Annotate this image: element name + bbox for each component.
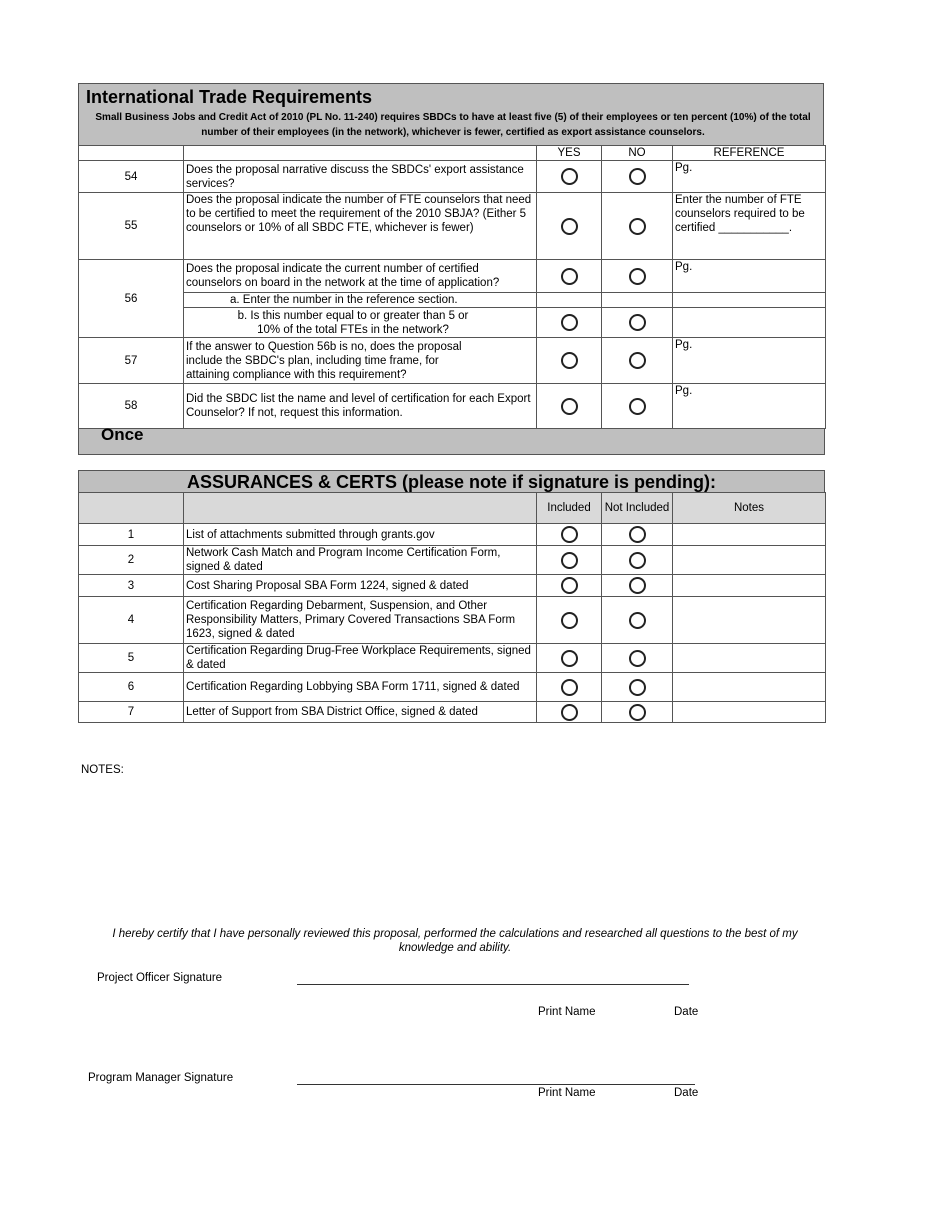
assurance-text: Certification Regarding Debarment, Suspension, and Other Responsibility Matters, Primary Covered Transactions SBA Form 1623, signed & dated	[184, 597, 537, 644]
included-radio-7[interactable]	[561, 704, 578, 721]
project-officer-date-label: Date	[674, 1006, 699, 1018]
reference-field-56a[interactable]	[673, 293, 826, 308]
no-radio-58[interactable]	[629, 398, 646, 415]
yes-radio-54[interactable]	[561, 168, 578, 185]
not-included-radio-5[interactable]	[629, 650, 646, 667]
yes-radio-56b[interactable]	[561, 314, 578, 331]
assurance-row-4	[79, 597, 826, 644]
assurance-number: 4	[79, 597, 184, 644]
certification-statement: I hereby certify that I have personally reviewed this proposal, performed the calculations and researched all questions to the best of my knowledge and ability.	[112, 928, 798, 954]
question-row-55	[79, 193, 826, 260]
program-manager-print-name-label: Print Name	[538, 1087, 596, 1099]
yes-radio-55[interactable]	[561, 218, 578, 235]
not-included-radio-1[interactable]	[629, 526, 646, 543]
question-text: Does the proposal indicate the current number of certified counselors on board in the network at the time of application?	[184, 260, 537, 293]
assurance-number: 3	[79, 575, 184, 597]
intl-trade-title: International Trade Requirements	[86, 87, 373, 107]
question-row-58	[79, 384, 826, 429]
assurance-number: 5	[79, 644, 184, 673]
intl-header-row	[79, 146, 826, 161]
question-row-54	[79, 161, 826, 193]
assurance-row-1	[79, 524, 826, 546]
assurance-text: Letter of Support from SBA District Office, signed & dated	[184, 702, 537, 723]
intl-trade-header	[78, 83, 824, 146]
notes-label: NOTES:	[81, 764, 124, 776]
notes-field-7[interactable]	[673, 702, 826, 723]
program-manager-date-label: Date	[674, 1087, 699, 1099]
assurances-header-row	[79, 493, 826, 524]
question-text: Does the proposal narrative discuss the SBDCs' export assistance services?	[184, 161, 537, 193]
notes-field-5[interactable]	[673, 644, 826, 673]
reference-field-57[interactable]: Pg.	[673, 338, 826, 384]
assurance-row-7	[79, 702, 826, 723]
project-officer-signature-label: Project Officer Signature	[97, 972, 223, 984]
not-included-radio-2[interactable]	[629, 552, 646, 569]
question-56a-text: a. Enter the number in the reference section.	[184, 293, 537, 308]
intl-trade-subtitle: Small Business Jobs and Credit Act of 2010 (PL No. 11-240) requires SBDCs to have at least five (5) of their employees or ten percent (10%) of the total number of their employees (in the network), whichever is fewer, certified as export assistance counselors.	[95, 112, 811, 138]
col-reference: REFERENCE	[673, 146, 826, 161]
reference-field-55[interactable]: Enter the number of FTE counselors required to be certified ___________.	[673, 193, 826, 260]
assurances-table	[78, 492, 826, 723]
assurance-number: 2	[79, 546, 184, 575]
no-radio-54[interactable]	[629, 168, 646, 185]
assurance-number: 1	[79, 524, 184, 546]
project-officer-print-name-label: Print Name	[538, 1006, 596, 1018]
not-included-radio-6[interactable]	[629, 679, 646, 696]
assurance-text: Network Cash Match and Program Income Certification Form, signed & dated	[184, 546, 537, 575]
assurances-title: ASSURANCES & CERTS (please note if signature is pending):	[78, 470, 825, 493]
assurance-row-5	[79, 644, 826, 673]
col-not-included: Not Included	[602, 493, 673, 524]
question-text: Did the SBDC list the name and level of certification for each Export Counselor? If not, request this information.	[184, 384, 537, 429]
included-radio-2[interactable]	[561, 552, 578, 569]
once-label: Once	[101, 425, 144, 444]
question-number: 56	[79, 260, 184, 338]
program-manager-signature-label: Program Manager Signature	[88, 1072, 234, 1084]
no-radio-56[interactable]	[629, 268, 646, 285]
assurance-row-6	[79, 673, 826, 702]
question-text: If the answer to Question 56b is no, does the proposal include the SBDC's plan, including time frame, for attaining compliance with this requirement?	[184, 338, 537, 384]
not-included-radio-7[interactable]	[629, 704, 646, 721]
no-radio-56b[interactable]	[629, 314, 646, 331]
question-56b-text: b. Is this number equal to or greater than 5 or 10% of the total FTEs in the network?	[184, 308, 537, 338]
included-radio-1[interactable]	[561, 526, 578, 543]
no-radio-55[interactable]	[629, 218, 646, 235]
reference-field-56b[interactable]	[673, 308, 826, 338]
yes-radio-58[interactable]	[561, 398, 578, 415]
assurance-row-2	[79, 546, 826, 575]
question-number: 57	[79, 338, 184, 384]
included-radio-3[interactable]	[561, 577, 578, 594]
question-number: 55	[79, 193, 184, 260]
not-included-radio-3[interactable]	[629, 577, 646, 594]
intl-trade-table	[78, 145, 826, 429]
yes-radio-57[interactable]	[561, 352, 578, 369]
reference-field-58[interactable]: Pg.	[673, 384, 826, 429]
notes-field-6[interactable]	[673, 673, 826, 702]
question-row-57	[79, 338, 826, 384]
no-radio-57[interactable]	[629, 352, 646, 369]
question-row-56	[79, 260, 826, 293]
notes-field-1[interactable]	[673, 524, 826, 546]
col-notes: Notes	[673, 493, 826, 524]
program-manager-signature-line[interactable]	[297, 1084, 695, 1085]
question-number: 58	[79, 384, 184, 429]
notes-field-3[interactable]	[673, 575, 826, 597]
col-included: Included	[537, 493, 602, 524]
included-radio-5[interactable]	[561, 650, 578, 667]
assurance-number: 6	[79, 673, 184, 702]
assurance-text: List of attachments submitted through grants.gov	[184, 524, 537, 546]
notes-field-2[interactable]	[673, 546, 826, 575]
assurance-text: Certification Regarding Drug-Free Workplace Requirements, signed & dated	[184, 644, 537, 673]
yes-radio-56[interactable]	[561, 268, 578, 285]
question-row-56b	[79, 308, 826, 338]
assurance-text: Certification Regarding Lobbying SBA Form 1711, signed & dated	[184, 673, 537, 702]
assurance-row-3	[79, 575, 826, 597]
notes-field-4[interactable]	[673, 597, 826, 644]
assurance-number: 7	[79, 702, 184, 723]
reference-field-54[interactable]: Pg.	[673, 161, 826, 193]
question-row-56a	[79, 293, 826, 308]
col-no: NO	[602, 146, 673, 161]
included-radio-4[interactable]	[561, 612, 578, 629]
not-included-radio-4[interactable]	[629, 612, 646, 629]
reference-field-56[interactable]: Pg.	[673, 260, 826, 293]
project-officer-signature-line[interactable]	[297, 984, 689, 985]
question-text: Does the proposal indicate the number of FTE counselors that need to be certified to meet the requirement of the 2010 SBJA? (Either 5 counselors or 10% of all SBDC FTE, whichever is fewer)	[184, 193, 537, 260]
included-radio-6[interactable]	[561, 679, 578, 696]
question-number: 54	[79, 161, 184, 193]
assurance-text: Cost Sharing Proposal SBA Form 1224, signed & dated	[184, 575, 537, 597]
once-bar	[78, 425, 825, 455]
col-yes: YES	[537, 146, 602, 161]
